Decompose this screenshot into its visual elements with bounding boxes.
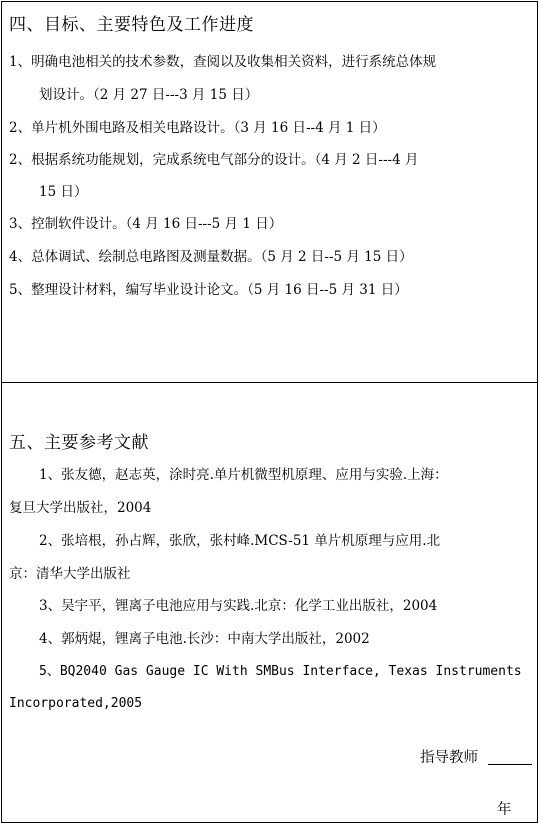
progress-item-1-line2: 划设计。（2 月 27 日---3 月 15 日） <box>39 87 259 103</box>
progress-item-3-line1: 2、根据系统功能规划，完成系统电气部分的设计。（4 月 2 日---4 月 <box>9 152 419 168</box>
section5-title: 五、主要参考文献 <box>9 433 149 453</box>
reference-1-line1: 1、张友德，赵志英，涂时亮.单片机微型机原理、应用与实验.上海： <box>39 467 448 483</box>
progress-item-4-line1: 3、控制软件设计。（4 月 16 日---5 月 1 日） <box>9 216 283 232</box>
progress-item-3-line2: 15 日） <box>39 184 88 200</box>
reference-2-line2: 京：清华大学出版社 <box>9 566 131 582</box>
progress-item-5-line1: 4、总体调试、绘制总电路图及测量数据。（5 月 2 日--5 月 15 日） <box>9 249 413 265</box>
progress-item-6-line1: 5、整理设计材料，编写毕业设计论文。（5 月 16 日--5 月 31 日） <box>9 282 408 298</box>
progress-item-1-line1: 1、明确电池相关的技术参数，查阅以及收集相关资料，进行系统总体规 <box>9 54 437 70</box>
reference-5-line1: 5、BQ2040 Gas Gauge IC With SMBus Interface, Texas Instruments <box>39 664 522 679</box>
reference-1-line2: 复旦大学出版社，2004 <box>9 500 152 516</box>
reference-2-line1: 2、张培根，孙占辉，张欣，张村峰.MCS-51 单片机原理与应用.北 <box>39 533 441 549</box>
progress-item-2-line1: 2、单片机外围电路及相关电路设计。（3 月 16 日--4 月 1 日） <box>9 120 386 136</box>
advisor-signature-label: 指导教师 <box>420 750 478 766</box>
section4-title: 四、目标、主要特色及工作进度 <box>9 15 254 35</box>
section-divider <box>1 382 538 383</box>
reference-3-line1: 3、吴宇平，锂离子电池应用与实践.北京：化学工业出版社，2004 <box>39 598 438 614</box>
reference-4-line1: 4、郭炳焜，锂离子电池.长沙：中南大学出版社，2002 <box>39 631 370 647</box>
year-label: 年 <box>497 802 512 818</box>
reference-5-line2: Incorporated,2005 <box>9 696 143 711</box>
advisor-signature-blank[interactable] <box>488 764 532 765</box>
